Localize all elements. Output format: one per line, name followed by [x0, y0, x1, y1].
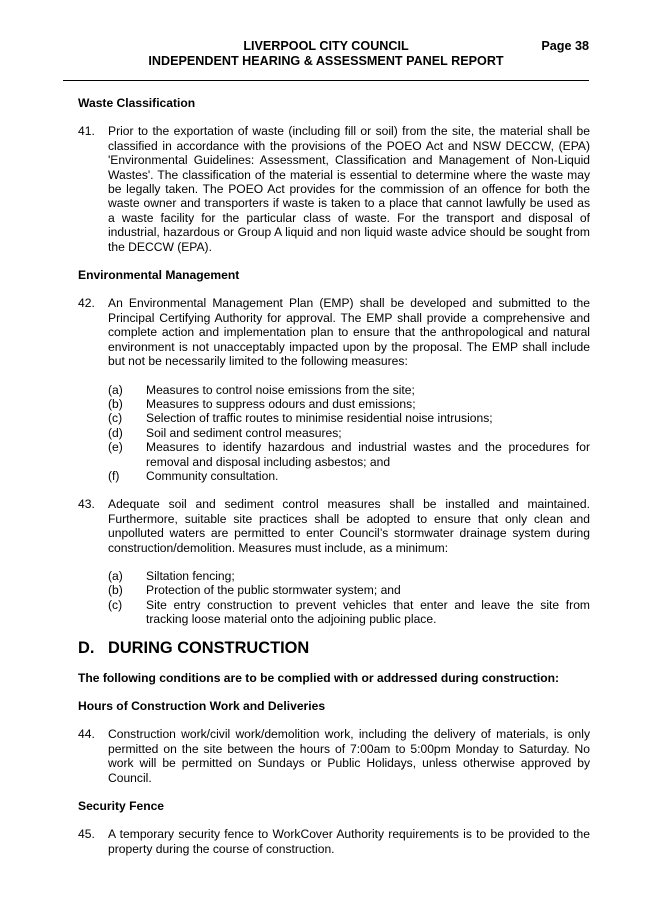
list-item [78, 383, 590, 397]
list-item [78, 426, 590, 440]
council-name: LIVERPOOL CITY COUNCIL [243, 39, 409, 53]
section-intro: The following conditions are to be complied with or addressed during construction: [78, 670, 560, 685]
list-item [78, 569, 590, 583]
condition-text: Prior to the exportation of waste (including fill or soil) from the site, the material shall be classified in accordance with the provisions of the POEO Act and NSW DECCW, (EPA) 'Environmental Guidelines: Assessment, Classification and Management of Non-Liquid Wastes'. The classification of the material is essential to determine where the waste may be legally taken. The POEO Act provides for the commission of an offence for both the waste owner and transporters if waste is taken to a place that cannot lawfully be used as a waste facility for the particular class of waste. For the transport and disposal of industrial, hazardous or Group A liquid and non liquid waste advice should be sought from the DECCW (EPA). [108, 124, 590, 254]
item-letter: (b) [108, 396, 123, 411]
item-letter: (f) [108, 468, 120, 483]
item-letter: (e) [108, 440, 123, 455]
section-title: DURING CONSTRUCTION [108, 638, 310, 657]
condition-text: A temporary security fence to WorkCover Authority requirements is to be provided to the property during the course of construction. [108, 827, 590, 856]
condition-number: 44. [78, 727, 95, 742]
list-item [78, 397, 590, 411]
item-text: Site entry construction to prevent vehicles that enter and leave the site from tracking loose material onto the adjoining public place. [146, 597, 590, 627]
document-body [78, 96, 590, 856]
section-letter: D. [78, 638, 95, 657]
condition-text: Adequate soil and sediment control measures shall be installed and maintained. Furthermore, suitable site practices shall be adopted to ensure that only clean and unpolluted waters are permitted to enter Council’s stormwater drainage system during construction/demolition. Measures must include, as a minimum: [108, 497, 590, 555]
page-number: Page 38 [541, 39, 589, 53]
condition-41 [78, 124, 590, 254]
section-heading [78, 639, 590, 658]
item-text: Community consultation. [146, 468, 279, 483]
item-text: Protection of the public stormwater system; and [146, 583, 401, 598]
condition-number: 42. [78, 296, 95, 311]
item-letter: (b) [108, 583, 123, 598]
condition-42 [78, 296, 590, 368]
item-text: Siltation fencing; [146, 568, 235, 583]
condition-44 [78, 727, 590, 785]
condition-text: Construction work/civil work/demolition work, including the delivery of materials, is only permitted on the site between the hours of 7:00am to 5:00pm Monday to Saturday. No work will be permitted on Sundays or Public Holidays, unless otherwise approved by Council. [108, 727, 590, 785]
list-item [78, 411, 590, 425]
item-letter: (d) [108, 425, 123, 440]
condition-number: 45. [78, 827, 95, 842]
heading-waste-classification: Waste Classification [78, 96, 196, 110]
item-letter: (a) [108, 568, 123, 583]
condition-number: 43. [78, 497, 95, 512]
list-item [78, 469, 590, 483]
condition-45 [78, 827, 590, 856]
list-item [78, 598, 590, 627]
heading-hours-of-construction: Hours of Construction Work and Deliveries [78, 699, 326, 713]
item-letter: (a) [108, 382, 123, 397]
item-text: Measures to suppress odours and dust emissions; [146, 396, 416, 411]
condition-text: An Environmental Management Plan (EMP) shall be developed and submitted to the Principal Certifying Authority for approval. The EMP shall provide a comprehensive and complete action and implementation plan to ensure that the anthropological and natural environment is not unacceptably impacted upon by the proposal. The EMP shall include but not be necessarily limited to the following measures: [108, 296, 590, 369]
list-item [78, 583, 590, 597]
item-text: Soil and sediment control measures; [146, 425, 342, 440]
item-letter: (c) [108, 411, 123, 426]
heading-security-fence: Security Fence [78, 799, 165, 814]
page-header [63, 39, 589, 69]
heading-environmental-management: Environmental Management [78, 268, 240, 283]
report-title: INDEPENDENT HEARING & ASSESSMENT PANEL REPORT [148, 54, 504, 68]
item-text: Selection of traffic routes to minimise residential noise intrusions; [146, 411, 493, 426]
item-letter: (c) [108, 597, 123, 612]
item-text: Measures to identify hazardous and industrial wastes and the procedures for removal and disposal including asbestos; and [146, 440, 590, 469]
item-text: Measures to control noise emissions from the site; [146, 382, 415, 397]
condition-43 [78, 497, 590, 555]
list-item [78, 440, 590, 469]
header-divider [63, 80, 589, 81]
condition-number: 41. [78, 124, 95, 139]
